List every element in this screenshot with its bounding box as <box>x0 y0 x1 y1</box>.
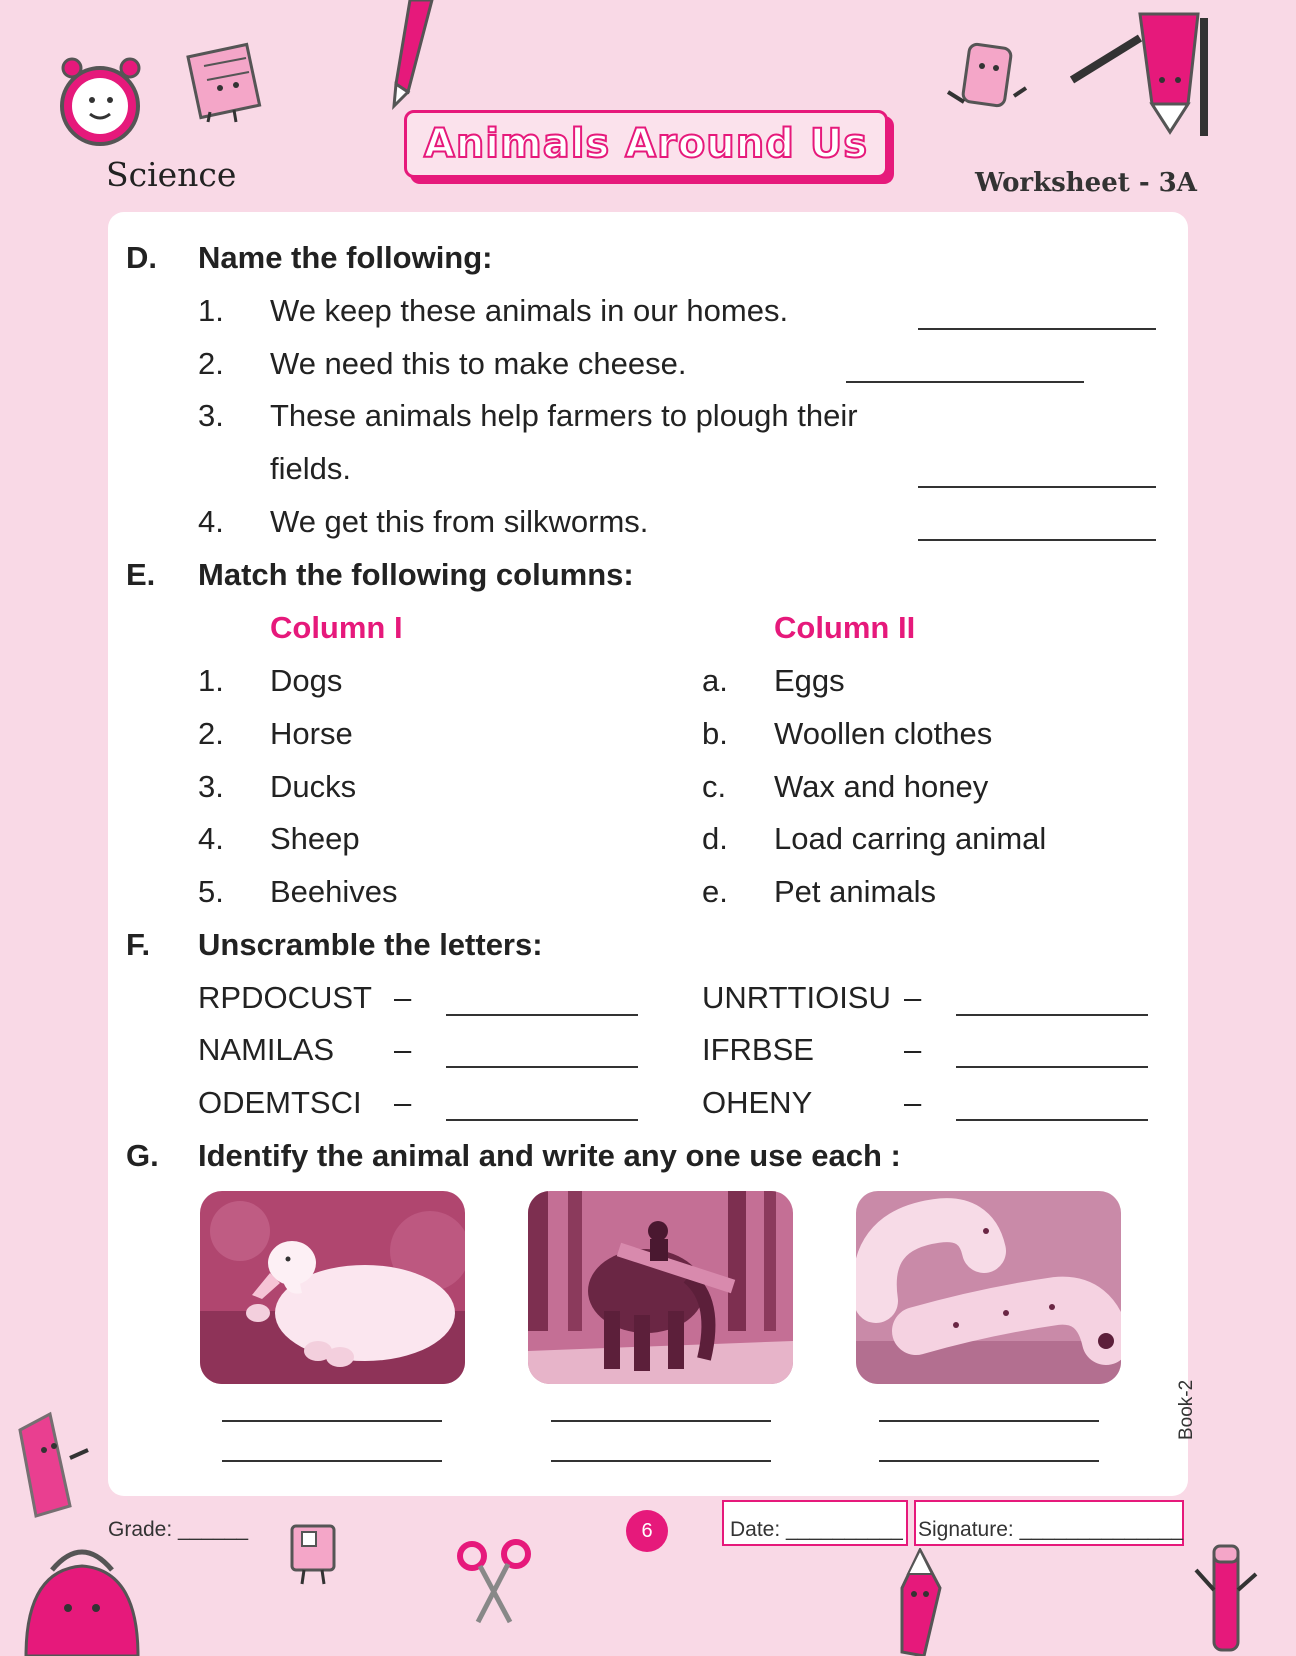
section-f-heading: Unscramble the letters: <box>198 927 543 962</box>
answer-line[interactable] <box>446 1066 638 1068</box>
section-g-heading: Identify the animal and write any one use each : <box>198 1138 901 1173</box>
page-title: Animals Around Us <box>423 121 869 167</box>
answer-line[interactable] <box>879 1420 1099 1422</box>
notepad-icon <box>180 42 270 124</box>
answer-line[interactable] <box>956 1119 1148 1121</box>
alarm-clock-icon <box>52 44 152 159</box>
question-number: 4. <box>198 504 224 539</box>
signature-field: Signature: ______________ <box>918 1518 1184 1541</box>
answer-line[interactable] <box>551 1460 771 1462</box>
match-left-item: Sheep <box>270 821 360 856</box>
dash: – <box>904 980 922 1015</box>
pen-character-icon <box>1192 1540 1262 1656</box>
elephant-photo <box>528 1191 793 1384</box>
scrambled-word: UNRTTIOISU <box>702 980 891 1015</box>
page-number-badge <box>626 1510 668 1552</box>
backpack-icon <box>16 1530 146 1656</box>
answer-line[interactable] <box>846 381 1084 383</box>
answer-line[interactable] <box>879 1460 1099 1462</box>
match-left-number: 4. <box>198 821 224 856</box>
pencil-character-icon <box>884 1548 954 1656</box>
date-field: Date: __________ <box>730 1518 903 1541</box>
dash: – <box>904 1032 922 1067</box>
match-left-item: Horse <box>270 716 353 751</box>
section-g-label: G. <box>126 1138 159 1173</box>
section-d-heading: Name the following: <box>198 240 493 275</box>
scrambled-word: OHENY <box>702 1085 813 1120</box>
match-left-number: 3. <box>198 769 224 804</box>
sharpener-icon <box>284 1518 344 1586</box>
silkworm-photo <box>856 1191 1121 1384</box>
question-text: We get this from silkworms. <box>270 504 649 539</box>
grade-field[interactable]: Grade: ______ <box>108 1518 249 1541</box>
dash: – <box>904 1085 922 1120</box>
match-right-letter: e. <box>702 874 728 909</box>
answer-line[interactable] <box>222 1460 442 1462</box>
match-right-item: Wax and honey <box>774 769 989 804</box>
pencil-icon <box>380 0 440 110</box>
answer-line[interactable] <box>918 539 1156 541</box>
match-left-number: 2. <box>198 716 224 751</box>
match-right-letter: b. <box>702 716 728 751</box>
question-text: These animals help farmers to plough their <box>270 398 858 433</box>
column-2-heading: Column II <box>774 610 916 645</box>
eraser-icon <box>940 42 1030 120</box>
answer-line[interactable] <box>956 1014 1148 1016</box>
worksheet-number: Worksheet - 3A <box>975 168 1197 198</box>
section-f-label: F. <box>126 927 151 962</box>
match-left-number: 5. <box>198 874 224 909</box>
question-text-continued: fields. <box>270 451 351 486</box>
section-e-label: E. <box>126 557 156 592</box>
date-box[interactable] <box>722 1500 908 1546</box>
page-number: 6 <box>641 1519 653 1542</box>
section-e-heading: Match the following columns: <box>198 557 634 592</box>
match-right-item: Woollen clothes <box>774 716 993 751</box>
scrambled-word: NAMILAS <box>198 1032 335 1067</box>
answer-line[interactable] <box>446 1014 638 1016</box>
column-1-heading: Column I <box>270 610 403 645</box>
question-number: 3. <box>198 398 224 433</box>
match-right-letter: d. <box>702 821 728 856</box>
match-left-number: 1. <box>198 663 224 698</box>
book-label: Book-2 <box>1176 1379 1197 1440</box>
question-number: 1. <box>198 293 224 328</box>
answer-line[interactable] <box>956 1066 1148 1068</box>
pencil-character-icon <box>1070 8 1220 138</box>
answer-line[interactable] <box>918 328 1156 330</box>
answer-line[interactable] <box>551 1420 771 1422</box>
ruler-character-icon <box>10 1410 90 1520</box>
signature-box[interactable] <box>914 1500 1184 1546</box>
match-right-item: Load carring animal <box>774 821 1047 856</box>
scrambled-word: ODEMTSCI <box>198 1085 362 1120</box>
section-d-label: D. <box>126 240 157 275</box>
scrambled-word: RPDOCUST <box>198 980 372 1015</box>
answer-line[interactable] <box>446 1119 638 1121</box>
match-left-item: Beehives <box>270 874 398 909</box>
match-left-item: Ducks <box>270 769 357 804</box>
dash: – <box>394 1032 412 1067</box>
answer-line[interactable] <box>918 486 1156 488</box>
dash: – <box>394 1085 412 1120</box>
match-left-item: Dogs <box>270 663 343 698</box>
match-right-letter: c. <box>702 769 727 804</box>
question-text: We keep these animals in our homes. <box>270 293 789 328</box>
duck-photo <box>200 1191 465 1384</box>
title-banner <box>404 110 888 178</box>
match-right-item: Pet animals <box>774 874 936 909</box>
answer-line[interactable] <box>222 1420 442 1422</box>
dash: – <box>394 980 412 1015</box>
match-right-item: Eggs <box>774 663 845 698</box>
question-text: We need this to make cheese. <box>270 346 687 381</box>
match-right-letter: a. <box>702 663 728 698</box>
scissors-icon <box>456 1536 532 1626</box>
subject-label: Science <box>106 155 237 194</box>
question-number: 2. <box>198 346 224 381</box>
scrambled-word: IFRBSE <box>702 1032 814 1067</box>
